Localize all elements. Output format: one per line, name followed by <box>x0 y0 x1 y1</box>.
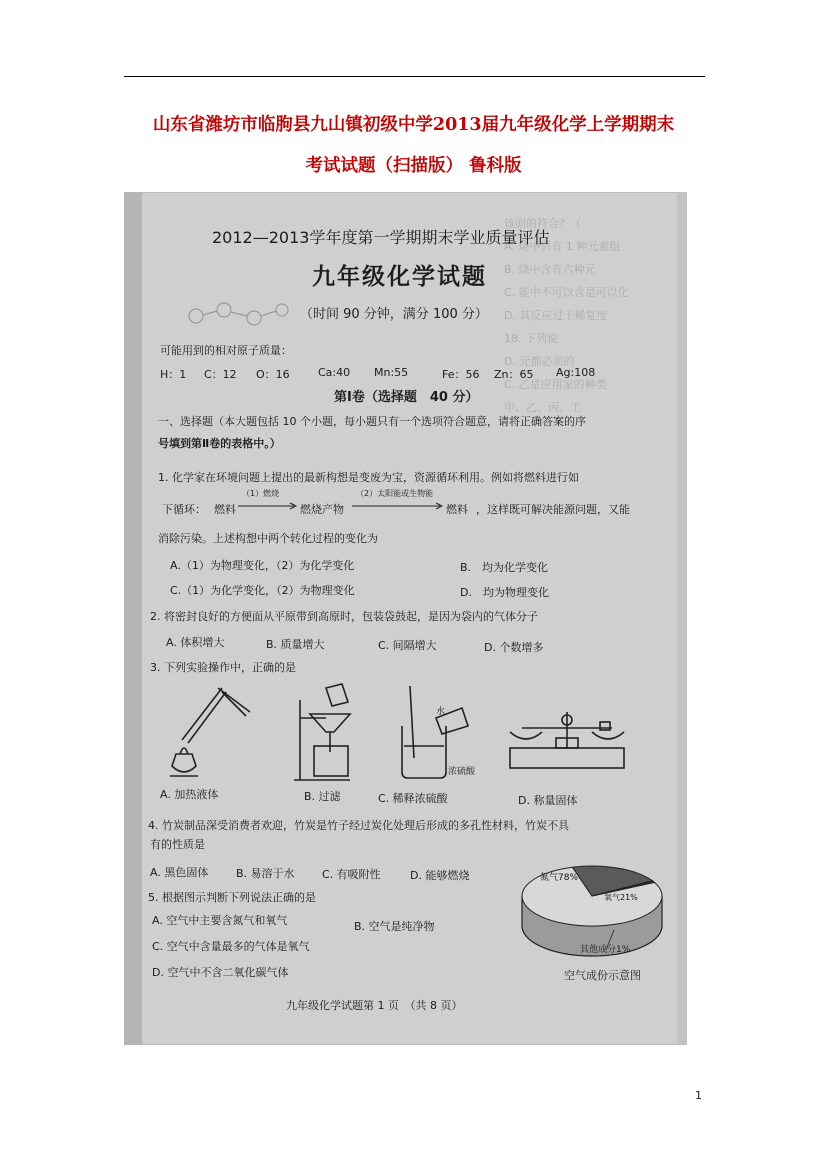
q1-tail: ，这样既可解决能源问题，又能 <box>476 503 630 516</box>
exam-time: （时间 90 分钟，满分 100 分） <box>300 307 488 322</box>
atomic-mass-ca: Ca:40 <box>318 366 351 379</box>
bleed-line: 该面的符合？（ <box>504 217 581 230</box>
q5-option-b: B. 空气是纯净物 <box>354 920 435 933</box>
filtration-icon <box>290 680 380 784</box>
heating-liquid-icon <box>162 680 262 780</box>
bleed-line: C. 乙是应用家的种类 <box>504 378 607 391</box>
atomic-mass-label: 可能用到的相对原子质量： <box>160 344 292 357</box>
pie-caption: 空气成份示意图 <box>564 969 641 982</box>
pie-label-oxygen: 氧气21% <box>604 893 638 902</box>
q4-option-b: B. 易溶于水 <box>236 867 295 880</box>
q1-option-d: D. 均为物理变化 <box>460 586 549 599</box>
bleed-line: B. 烧中含有六种元 <box>504 263 596 276</box>
q1-option-c: C.（1）为化学变化，（2）为物理变化 <box>170 584 355 597</box>
q5-option-c: C. 空气中含量最多的气体是氧气 <box>152 940 310 953</box>
bleed-line: D. 元都必须的 <box>504 355 575 368</box>
instruction-line-2: 号填到第Ⅱ卷的表格中。） <box>158 437 281 450</box>
scanned-exam-page <box>124 192 687 1045</box>
atomic-mass-h: H：1 <box>160 368 187 381</box>
arrow-2-icon <box>352 501 444 511</box>
q2-option-d: D. 个数增多 <box>484 641 544 654</box>
exam-heading: 2012—2013学年度第一学期期末学业质量评估 <box>212 228 550 247</box>
q3-stem: 3. 下列实验操作中，正确的是 <box>150 661 296 674</box>
water-label: 水 <box>436 707 446 717</box>
bleed-line: 18. 下列说 <box>504 332 558 345</box>
q5-stem: 5. 根据图示判断下列说法正确的是 <box>148 891 316 904</box>
q1-product: 燃烧产物 <box>300 503 344 516</box>
balance-icon <box>502 702 632 782</box>
q4-line-2: 有的性质是 <box>150 838 205 851</box>
q1-fuel: 燃料 <box>214 503 236 516</box>
instruction-line-1: 一、选择题（本大题包括 10 个小题，每小题只有一个选项符合题意，请将正确答案的序 <box>158 415 586 428</box>
document-title-line-2: 考试试题（扫描版） 鲁科版 <box>305 156 522 176</box>
q3-option-b: B. 过滤 <box>304 790 341 803</box>
q1-line-3: 消除污染。上述构想中两个转化过程的变化为 <box>158 532 378 545</box>
atomic-mass-c: C：12 <box>204 368 237 381</box>
q5-option-d: D. 空气中不含二氧化碳气体 <box>152 966 289 979</box>
scan-left-edge <box>124 192 142 1045</box>
header-rule <box>124 76 705 77</box>
q1-line-1: 1. 化学家在环境问题上提出的最新构想是变废为宝，资源循环利用。例如将燃料进行如 <box>158 471 579 484</box>
q4-line-1: 4. 竹炭制品深受消费者欢迎，竹炭是竹子经过炭化处理后形成的多孔性材料，竹炭不具 <box>148 819 569 832</box>
q4-option-c: C. 有吸附性 <box>322 868 381 881</box>
q5-option-a: A. 空气中主要含氮气和氧气 <box>152 914 288 927</box>
atomic-mass-zn: Zn：65 <box>494 368 534 381</box>
bleed-line: A. 烧中只有 1 种元素组 <box>504 240 621 253</box>
q2-stem: 2. 将密封良好的方便面从平原带到高原时，包装袋鼓起，是因为袋内的气体分子 <box>150 610 538 623</box>
bleed-line: 甲、乙、丙、工 <box>504 401 581 414</box>
atomic-mass-ag: Ag:108 <box>556 366 596 379</box>
scan-right-edge <box>677 192 687 1045</box>
acid-label: 浓硫酸 <box>448 767 476 777</box>
section-title: 第Ⅰ卷（选择题 40 分） <box>334 390 479 405</box>
q3-option-c: C. 稀释浓硫酸 <box>378 792 448 805</box>
bleed-line: C. 能中不可以含是可以化 <box>504 286 629 299</box>
atomic-mass-mn: Mn:55 <box>374 366 409 379</box>
q3-option-a: A. 加热液体 <box>160 788 219 801</box>
q2-option-c: C. 间隔增大 <box>378 639 437 652</box>
q2-option-b: B. 质量增大 <box>266 638 325 651</box>
atomic-mass-o: O：16 <box>256 368 290 381</box>
pie-label-other: 其他成分1% <box>580 945 631 955</box>
q4-option-d: D. 能够燃烧 <box>410 869 470 882</box>
q2-option-a: A. 体积增大 <box>166 636 225 649</box>
q1-option-b: B. 均为化学变化 <box>460 561 549 574</box>
exam-title: 九年级化学试题 <box>312 264 487 290</box>
document-title-line-1: 山东省潍坊市临朐县九山镇初级中学2013届九年级化学上学期期末 <box>152 115 675 135</box>
q1-fuel-2: 燃料 <box>446 503 468 516</box>
q4-option-a: A. 黑色固体 <box>150 866 209 879</box>
bleed-line: D. 其反应过于稀复度 <box>504 309 608 322</box>
q1-arrow-1-label: （1）燃烧 <box>242 489 280 498</box>
molecule-watermark <box>184 296 294 336</box>
arrow-1-icon <box>238 501 298 511</box>
q1-lead: 下循环： <box>162 503 206 516</box>
scan-footer: 九年级化学试题第 1 页 （共 8 页） <box>286 999 463 1012</box>
q3-option-d: D. 称量固体 <box>518 794 578 807</box>
q1-option-a: A.（1）为物理变化，（2）为化学变化 <box>170 559 355 572</box>
q1-arrow-2-label: （2）太阳能或生物能 <box>356 489 434 498</box>
pie-label-nitrogen: 氮气78% <box>540 873 579 883</box>
page-number: 1 <box>695 1089 702 1102</box>
atomic-mass-fe: Fe：56 <box>442 368 480 381</box>
